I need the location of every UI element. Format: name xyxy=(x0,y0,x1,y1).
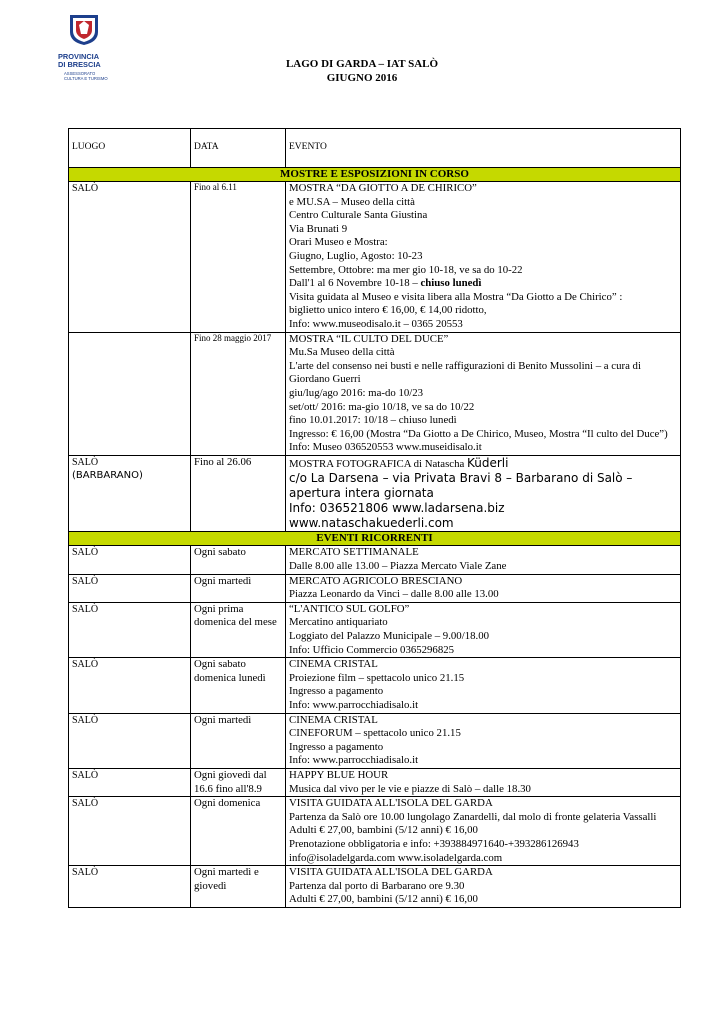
table-row xyxy=(69,713,681,768)
logo-title-line1: PROVINCIA xyxy=(58,52,100,61)
section-title-mostre: MOSTRE E ESPOSIZIONI IN CORSO xyxy=(69,168,681,182)
cell-data: Ogni martedì e giovedì xyxy=(191,866,286,908)
logo-sub-line2: CULTURA E TURISMO xyxy=(64,76,108,81)
cell-data: Ogni sabato xyxy=(191,546,286,574)
event-line: www.nataschakuederli.com xyxy=(289,516,454,531)
event-line: VISITA GUIDATA ALL'ISOLA DEL GARDA xyxy=(289,797,493,810)
table-row xyxy=(69,455,681,532)
event-line: MOSTRA “DA GIOTTO A DE CHIRICO” xyxy=(289,182,477,194)
event-line: Settembre, Ottobre: ma mer gio 10-18, ve sa do 10-22 xyxy=(289,263,523,276)
cell-evento xyxy=(286,713,681,768)
cell-data: Fino al 6.11 xyxy=(191,182,286,333)
event-line: info@isoladelgarda.com www.isoladelgarda.com xyxy=(289,851,503,864)
event-line: Giugno, Luglio, Agosto: 10-23 xyxy=(289,249,423,262)
event-line: Proiezione film – spettacolo unico 21.15 xyxy=(289,671,465,684)
cell-evento xyxy=(286,768,681,796)
cell-data: Ogni martedì xyxy=(191,574,286,602)
event-line: Prenotazione obbligatoria e info: +393884971640-+393286126943 xyxy=(289,837,579,850)
cell-luogo: SALÒ xyxy=(69,658,191,713)
cell-evento xyxy=(286,658,681,713)
event-line: VISITA GUIDATA ALL'ISOLA DEL GARDA xyxy=(289,866,493,879)
event-line: Adulti € 27,00, bambini (5/12 anni) € 16,00 xyxy=(289,893,478,906)
event-line: Ingresso: € 16,00 (Mostra “Da Giotto a De Chirico, Museo, Mostra “Il culto del Duce”) xyxy=(289,427,668,440)
event-text: Dall'1 al 6 Novembre 10-18 – xyxy=(289,277,418,290)
cell-luogo xyxy=(69,455,191,532)
table-row xyxy=(69,182,681,333)
event-line: Centro Culturale Santa Giustina xyxy=(289,209,428,222)
event-line: Info: www.museodisalo.it – 0365 20553 xyxy=(289,317,463,330)
event-line: “L'ANTICO SUL GOLFO” xyxy=(289,602,410,615)
event-line: Ingresso a pagamento xyxy=(289,685,384,698)
event-line xyxy=(289,456,677,472)
table-row xyxy=(69,797,681,866)
table-row xyxy=(69,574,681,602)
closed-note: chiuso lunedì xyxy=(420,277,482,290)
cell-luogo: SALÒ xyxy=(69,768,191,796)
event-line: giu/lug/ago 2016: ma-do 10/23 xyxy=(289,386,424,399)
event-line: CINEMA CRISTAL xyxy=(289,658,378,671)
cell-evento xyxy=(286,866,681,908)
event-line: CINEMA CRISTAL xyxy=(289,713,378,726)
event-line: set/ott/ 2016: ma-gio 10/18, ve sa do 10/22 xyxy=(289,400,475,413)
event-line: Info: www.parrocchiadisalo.it xyxy=(289,754,419,767)
cell-luogo: SALÒ xyxy=(69,797,191,866)
cell-data: Ogni sabato domenica lunedì xyxy=(191,658,286,713)
event-line: HAPPY BLUE HOUR xyxy=(289,768,389,781)
event-line: Partenza da Salò ore 10.00 lungolago Zanardelli, dal molo di fronte gelateria Vassalli xyxy=(289,810,657,823)
cell-data: Ogni martedì xyxy=(191,713,286,768)
event-text: MOSTRA FOTOGRAFICA di Natascha xyxy=(289,457,467,470)
event-line: Mu.Sa Museo della città xyxy=(289,346,395,359)
event-line: Visita guidata al Museo e visita libera alla Mostra “Da Giotto a De Chirico” : xyxy=(289,290,623,303)
event-line: Info: www.parrocchiadisalo.it xyxy=(289,699,419,711)
luogo-line: SALÒ xyxy=(72,456,99,468)
event-line: Piazza Leonardo da Vinci – dalle 8.00 alle 13.00 xyxy=(289,588,499,601)
event-line: c/o La Darsena – via Privata Bravi 8 – Barbarano di Salò – apertura intera giornata xyxy=(289,471,633,501)
event-line: CINEFORUM – spettacolo unico 21.15 xyxy=(289,727,461,740)
logo-sub-line1: ASSESSORATO xyxy=(64,71,96,76)
table-row xyxy=(69,866,681,908)
event-line: Orari Museo e Mostra: xyxy=(289,236,388,249)
event-line: Adulti € 27,00, bambini (5/12 anni) € 16,00 xyxy=(289,824,478,837)
logo-title-line2: DI BRESCIA xyxy=(58,60,101,69)
col-header-data: DATA xyxy=(191,129,286,168)
event-line: e MU.SA – Museo della città xyxy=(289,195,415,208)
luogo-line: (BARBARANO) xyxy=(72,470,143,482)
cell-luogo: SALÒ xyxy=(69,866,191,908)
table-row xyxy=(69,768,681,796)
event-line: Info: Museo 036520553 www.museidisalo.it xyxy=(289,441,482,454)
table-row xyxy=(69,332,681,455)
cell-evento xyxy=(286,546,681,574)
cell-evento xyxy=(286,182,681,333)
event-line: Dalle 8.00 alle 13.00 – Piazza Mercato Viale Zane xyxy=(289,560,507,573)
table-row xyxy=(69,546,681,574)
section-title-ricorrenti: EVENTI RICORRENTI xyxy=(69,532,681,546)
event-line: L'arte del consenso nei busti e nelle raffigurazioni di Benito Mussolini – a cura di Giordano Guerri xyxy=(289,359,641,386)
cell-evento xyxy=(286,797,681,866)
cell-evento xyxy=(286,332,681,455)
event-line: MERCATO AGRICOLO BRESCIANO xyxy=(289,574,463,587)
event-line: MOSTRA “IL CULTO DEL DUCE” xyxy=(289,332,449,345)
event-text: Küderli xyxy=(466,455,509,470)
page-title: LAGO DI GARDA – IAT SALÒ xyxy=(285,58,439,70)
cell-data: Ogni domenica xyxy=(191,797,286,866)
event-line: Info: Ufficio Commercio 0365296825 xyxy=(289,643,455,656)
cell-luogo: SALÒ xyxy=(69,602,191,657)
cell-data: Ogni giovedì dal 16.6 fino all'8.9 xyxy=(191,768,286,796)
events-table xyxy=(68,128,681,908)
event-line: biglietto unico intero € 16,00, € 14,00 ridotto, xyxy=(289,304,487,317)
provincia-logo xyxy=(58,14,110,81)
cell-data: Ogni prima domenica del mese xyxy=(191,602,286,657)
cell-luogo: SALÒ xyxy=(69,182,191,333)
event-line: Musica dal vivo per le vie e piazze di Salò – dalle 18.30 xyxy=(289,782,531,795)
event-line: Via Brunati 9 xyxy=(289,222,348,235)
cell-data: Fino 28 maggio 2017 xyxy=(191,332,286,455)
cell-evento xyxy=(286,574,681,602)
event-line: Loggiato del Palazzo Municipale – 9.00/18.00 xyxy=(289,630,489,643)
event-line: Mercatino antiquariato xyxy=(289,616,388,629)
provincia-shield-icon xyxy=(67,14,101,46)
cell-luogo: SALÒ xyxy=(69,546,191,574)
table-header-row xyxy=(69,129,681,168)
cell-data: Fino al 26.06 xyxy=(191,455,286,532)
section-header-ricorrenti xyxy=(69,532,681,546)
cell-evento xyxy=(286,455,681,532)
event-line xyxy=(289,277,677,291)
table-row xyxy=(69,602,681,657)
page-subtitle: GIUGNO 2016 xyxy=(326,72,398,84)
event-line: fino 10.01.2017: 10/18 – chiuso lunedì xyxy=(289,414,457,427)
section-header-mostre xyxy=(69,168,681,182)
event-line: Partenza dal porto di Barbarano ore 9.30 xyxy=(289,879,465,892)
cell-luogo: SALÒ xyxy=(69,574,191,602)
event-line: Info: 036521806 www.ladarsena.biz xyxy=(289,501,505,516)
event-line: Ingresso a pagamento xyxy=(289,740,384,753)
table-row xyxy=(69,658,681,713)
event-line: MERCATO SETTIMANALE xyxy=(289,546,419,559)
cell-luogo: SALÒ xyxy=(69,713,191,768)
col-header-luogo: LUOGO xyxy=(69,129,191,168)
col-header-evento: EVENTO xyxy=(286,129,681,168)
cell-evento xyxy=(286,602,681,657)
cell-luogo xyxy=(69,332,191,455)
